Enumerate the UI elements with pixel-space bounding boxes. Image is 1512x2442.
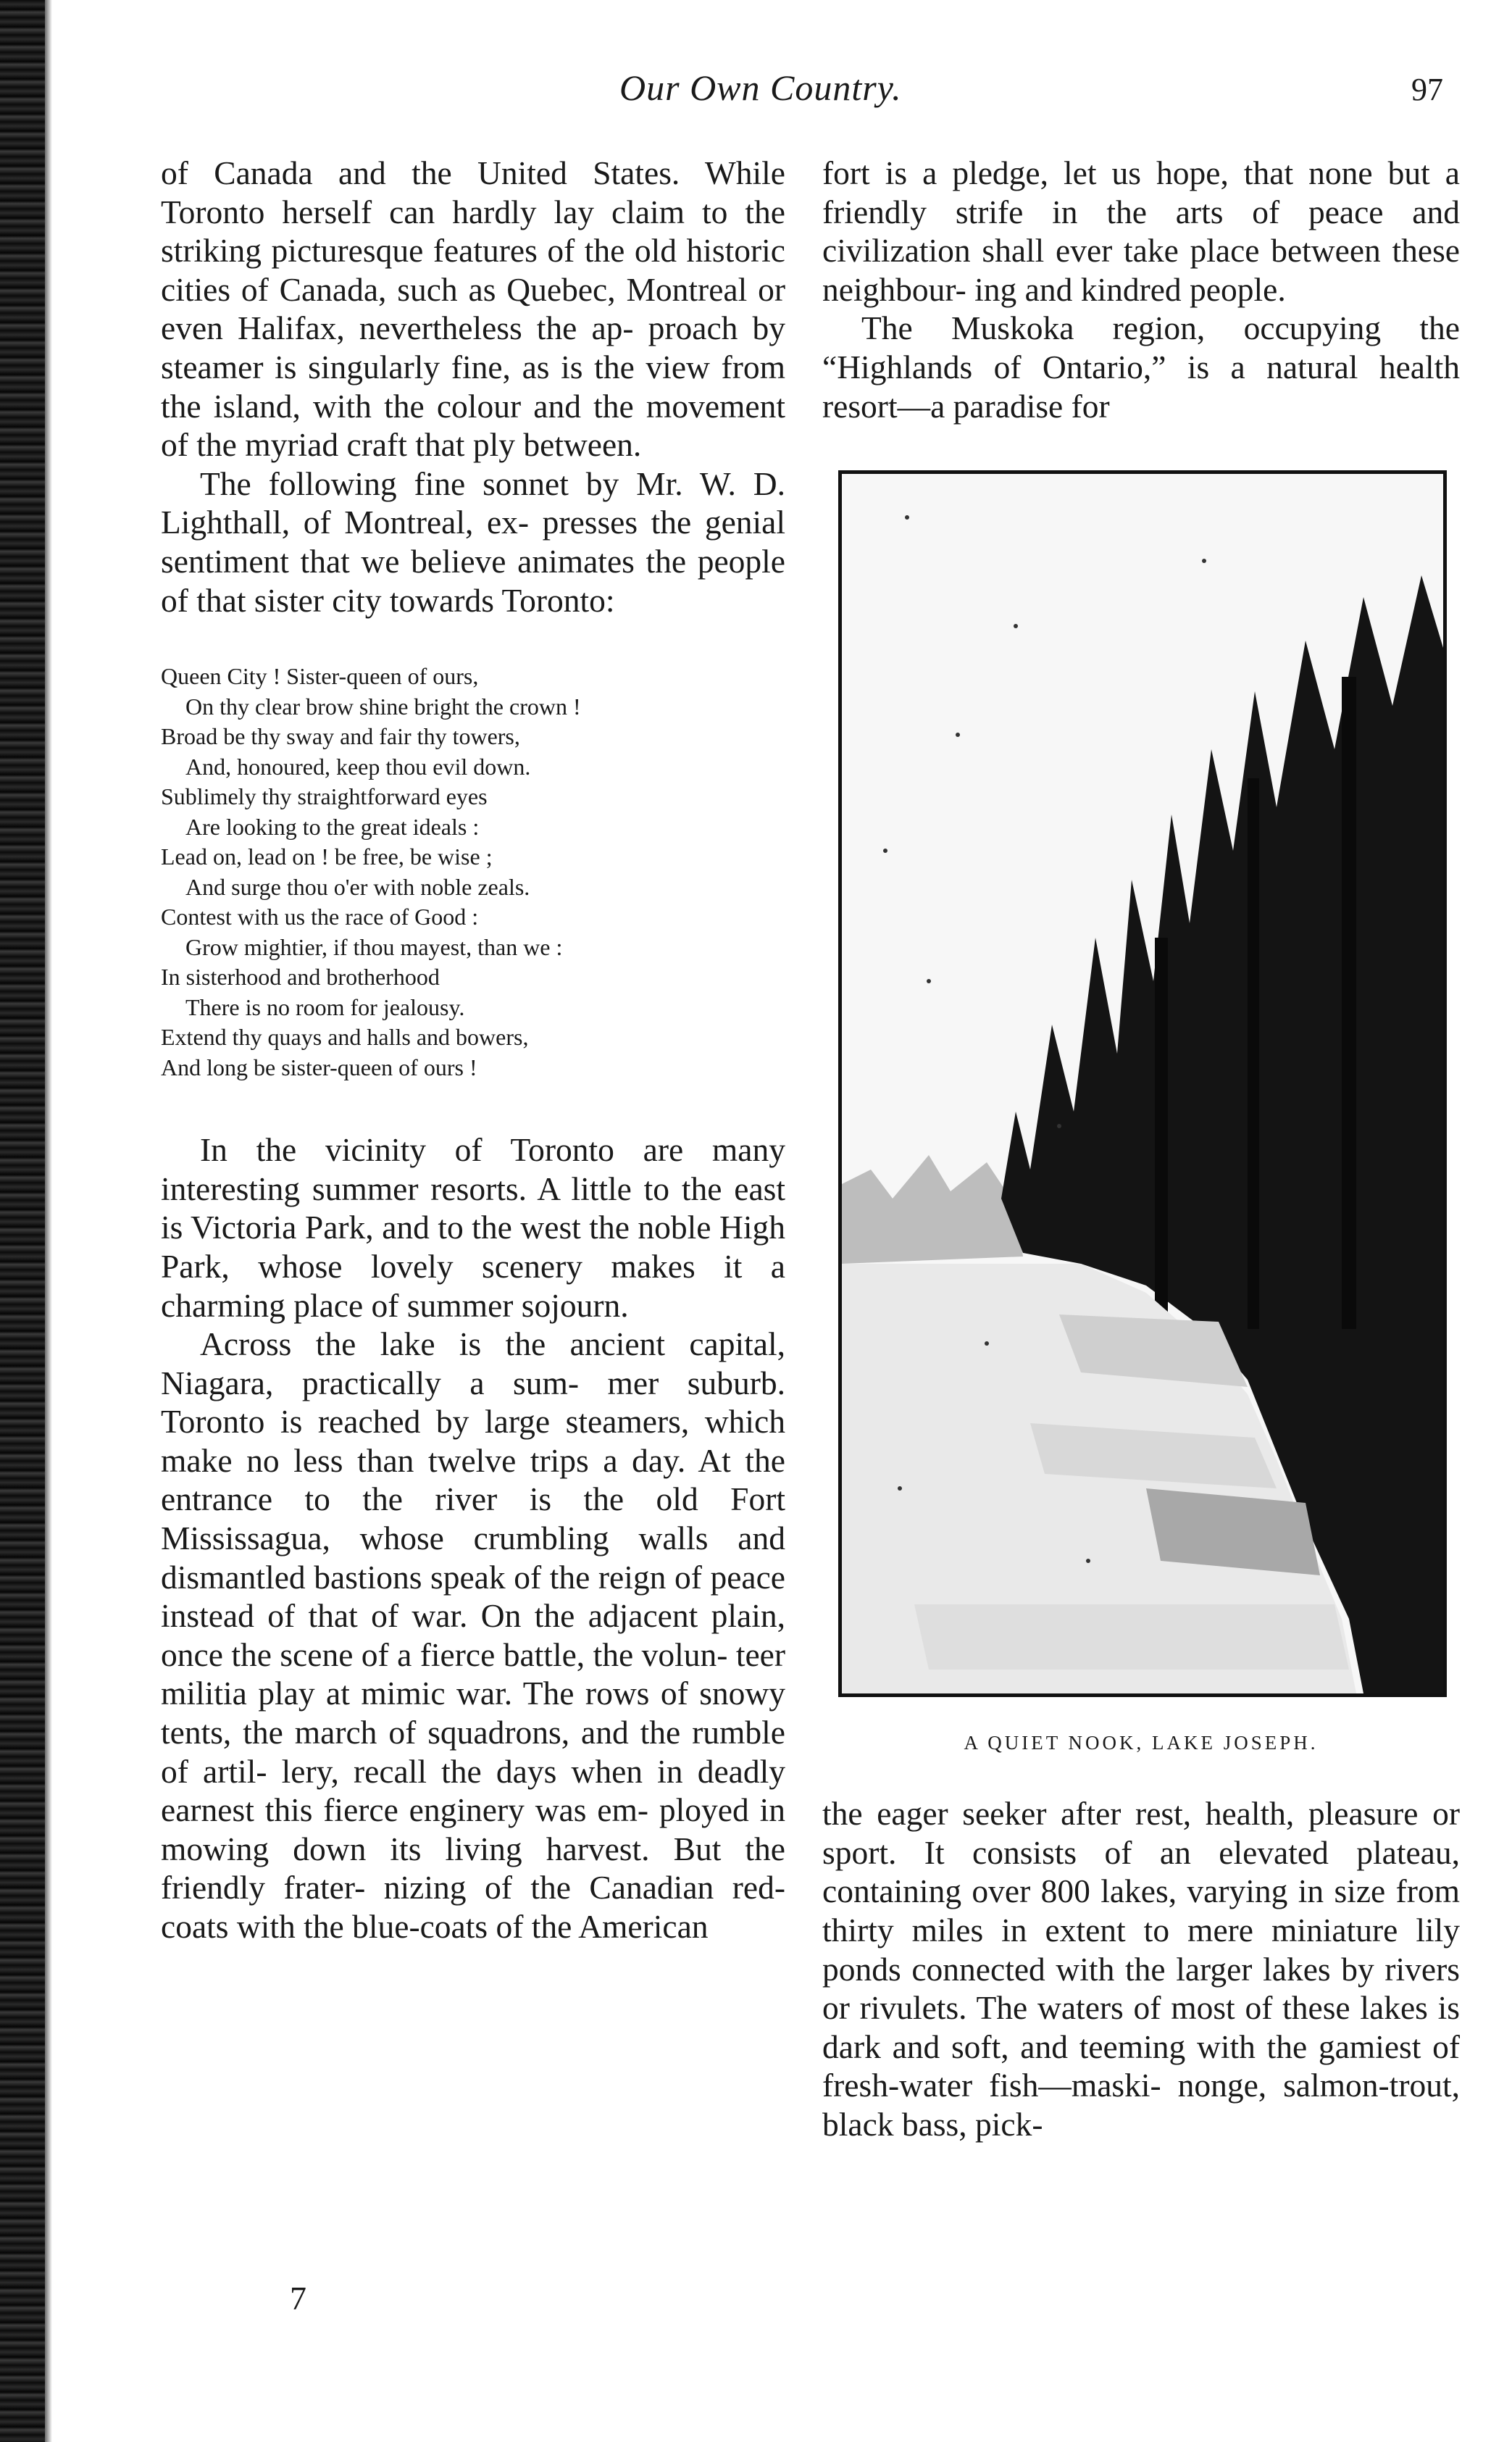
poem-line: Queen City ! Sister-queen of ours, [161, 663, 479, 690]
text-line: many interesting summer resorts. [161, 1131, 785, 1207]
lake-joseph-illustration [838, 470, 1447, 1697]
text-line: ployed in mowing down its living [161, 1791, 785, 1867]
text-line: than twelve trips a day. At the [357, 1441, 785, 1479]
poem-line: Extend thy quays and halls and bowers, [161, 1024, 529, 1051]
text-line: W. D. Lighthall, of Montreal, ex- [161, 464, 785, 541]
text-line: fort is a pledge, let us hope, that [822, 154, 1309, 191]
text-line: large steamers, which make no less [161, 1403, 785, 1479]
text-line: lery, recall the days when in deadly [281, 1752, 785, 1790]
sonnet-poem [161, 662, 785, 1083]
text-line: Canada, such as Quebec, Montreal or [279, 270, 785, 308]
text-line: charming place of summer sojourn. [161, 1286, 629, 1324]
engraving-image [842, 474, 1443, 1693]
text-line: natural health resort—a paradise for [822, 348, 1460, 425]
text-line: A little to the east is Victoria Park, [161, 1170, 785, 1246]
text-line: pleasure or sport. It consists of an [822, 1795, 1460, 1871]
text-line: entrance to the river is the old Fort [161, 1480, 785, 1518]
paragraph-pledge [822, 154, 1460, 309]
text-line: nizing of the Canadian red-coats [161, 1869, 785, 1945]
poem-line: And, honoured, keep thou evil down. [185, 753, 531, 780]
paragraph-canada-us [161, 154, 785, 464]
text-line: and soft, and teeming with the [892, 2028, 1319, 2065]
text-line: 800 lakes, varying in size from thirty [822, 1872, 1460, 1949]
text-line: the scene of a fierce battle, the volun- [231, 1635, 736, 1673]
text-line: The Muskoka region, occupying [861, 309, 1420, 347]
text-line: war. On the adjacent plain, once [161, 1597, 785, 1673]
text-line: take place between these neighbour- [822, 232, 1460, 308]
poem-line: Are looking to the great ideals : [185, 813, 480, 840]
poem-line: And surge thou o'er with noble zeals. [185, 873, 530, 900]
text-line: While Toronto herself can hardly [161, 154, 785, 230]
text-line: of Canada and the United States. [161, 154, 705, 191]
text-line: capital, Niagara, practically a sum- [161, 1325, 785, 1401]
signature-mark: 7 [290, 2280, 306, 2317]
text-line: myriad craft that ply between. [245, 426, 642, 464]
text-line: waters of most of these lakes is dark [822, 1989, 1461, 2065]
text-line: mer suburb. Toronto is reached by [161, 1364, 785, 1441]
paragraph-niagara [161, 1325, 785, 1946]
poem-line: Lead on, lead on ! be free, be wise ; [161, 843, 493, 870]
poem-line: On thy clear brow shine bright the crown ! [185, 693, 581, 720]
text-line: presses the genial sentiment that we [161, 504, 786, 580]
text-line: of peace and civilization shall ever [822, 193, 1460, 270]
binding-shadow [45, 0, 52, 2442]
text-line: earnest this fierce enginery was em- [161, 1791, 659, 1829]
paragraph-muskoka [822, 309, 1460, 425]
paragraph-sonnet-intro [161, 464, 785, 620]
text-line: teer militia play at mimic war. The [161, 1635, 786, 1712]
text-line: squadrons, and the rumble of artil- [161, 1714, 786, 1790]
text-line: lay claim to the striking picturesque [161, 193, 785, 270]
right-column [822, 154, 1460, 2144]
text-line: ing and kindred people. [974, 270, 1286, 308]
text-line: as is the view from the island, with [161, 348, 785, 425]
poem-line: There is no room for jealousy. [185, 993, 465, 1020]
text-line: Mississagua, whose crumbling walls [161, 1520, 738, 1557]
text-line: with the blue-coats of the American [236, 1908, 709, 1945]
text-line: nonge, salmon-trout, black bass, pick- [822, 2067, 1460, 2143]
poem-line: In sisterhood and brotherhood [161, 964, 440, 991]
text-line: features of the old historic cities of [161, 232, 785, 308]
book-binding-edge [0, 0, 45, 2442]
text-line: gamiest of fresh-water fish—maski- [822, 2028, 1460, 2104]
poem-line: Contest with us the race of Good : [161, 904, 479, 930]
text-line: the “Highlands of Ontario,” is a [822, 309, 1460, 386]
page-number: 97 [1411, 72, 1443, 107]
text-line: harvest. But the friendly frater- [161, 1830, 786, 1906]
text-line: believe animates the people of that [161, 542, 785, 619]
text-line: whose lovely scenery makes it a [258, 1247, 786, 1285]
text-line: In the vicinity of Toronto are [200, 1131, 712, 1169]
text-line: rows of snowy tents, the march of [161, 1675, 786, 1751]
text-line: and to the west the noble High Park, [161, 1209, 785, 1285]
text-line: even Halifax, nevertheless the ap- [161, 309, 648, 347]
text-line: reign of peace instead of that of [161, 1558, 786, 1635]
text-line: the colour and the movement of the [161, 387, 785, 464]
text-line: lakes by rivers or rivulets. The [822, 1950, 1460, 2027]
paragraph-summer-resorts [161, 1130, 785, 1325]
poem-line: And long be sister-queen of ours ! [161, 1054, 477, 1080]
text-line: sister city towards Toronto: [254, 581, 615, 619]
text-line: Across the lake is the ancient [200, 1325, 690, 1363]
text-line: miles in extent to mere miniature [911, 1911, 1416, 1949]
poem-line: Broad be thy sway and fair thy towers, [161, 723, 520, 750]
figure-caption: A QUIET NOOK, LAKE JOSEPH. [964, 1732, 1319, 1754]
text-line: The following fine sonnet by Mr. [200, 464, 700, 502]
text-line: and dismantled bastions speak of the [161, 1520, 785, 1596]
text-line: elevated plateau, containing over [822, 1833, 1460, 1910]
left-column [161, 154, 785, 1946]
text-line: lily ponds connected with the larger [822, 1911, 1461, 1988]
text-line: none but a friendly strife in the arts [822, 154, 1460, 230]
paragraph-plateau-lakes [822, 1794, 1460, 2143]
poem-line: Sublimely thy straightforward eyes [161, 783, 488, 810]
running-title: Our Own Country. [619, 67, 902, 108]
text-line: the eager seeker after rest, health, [822, 1795, 1308, 1833]
text-line: proach by steamer is singularly fine, [161, 309, 785, 386]
poem-line: Grow mightier, if thou mayest, than we : [185, 933, 563, 960]
